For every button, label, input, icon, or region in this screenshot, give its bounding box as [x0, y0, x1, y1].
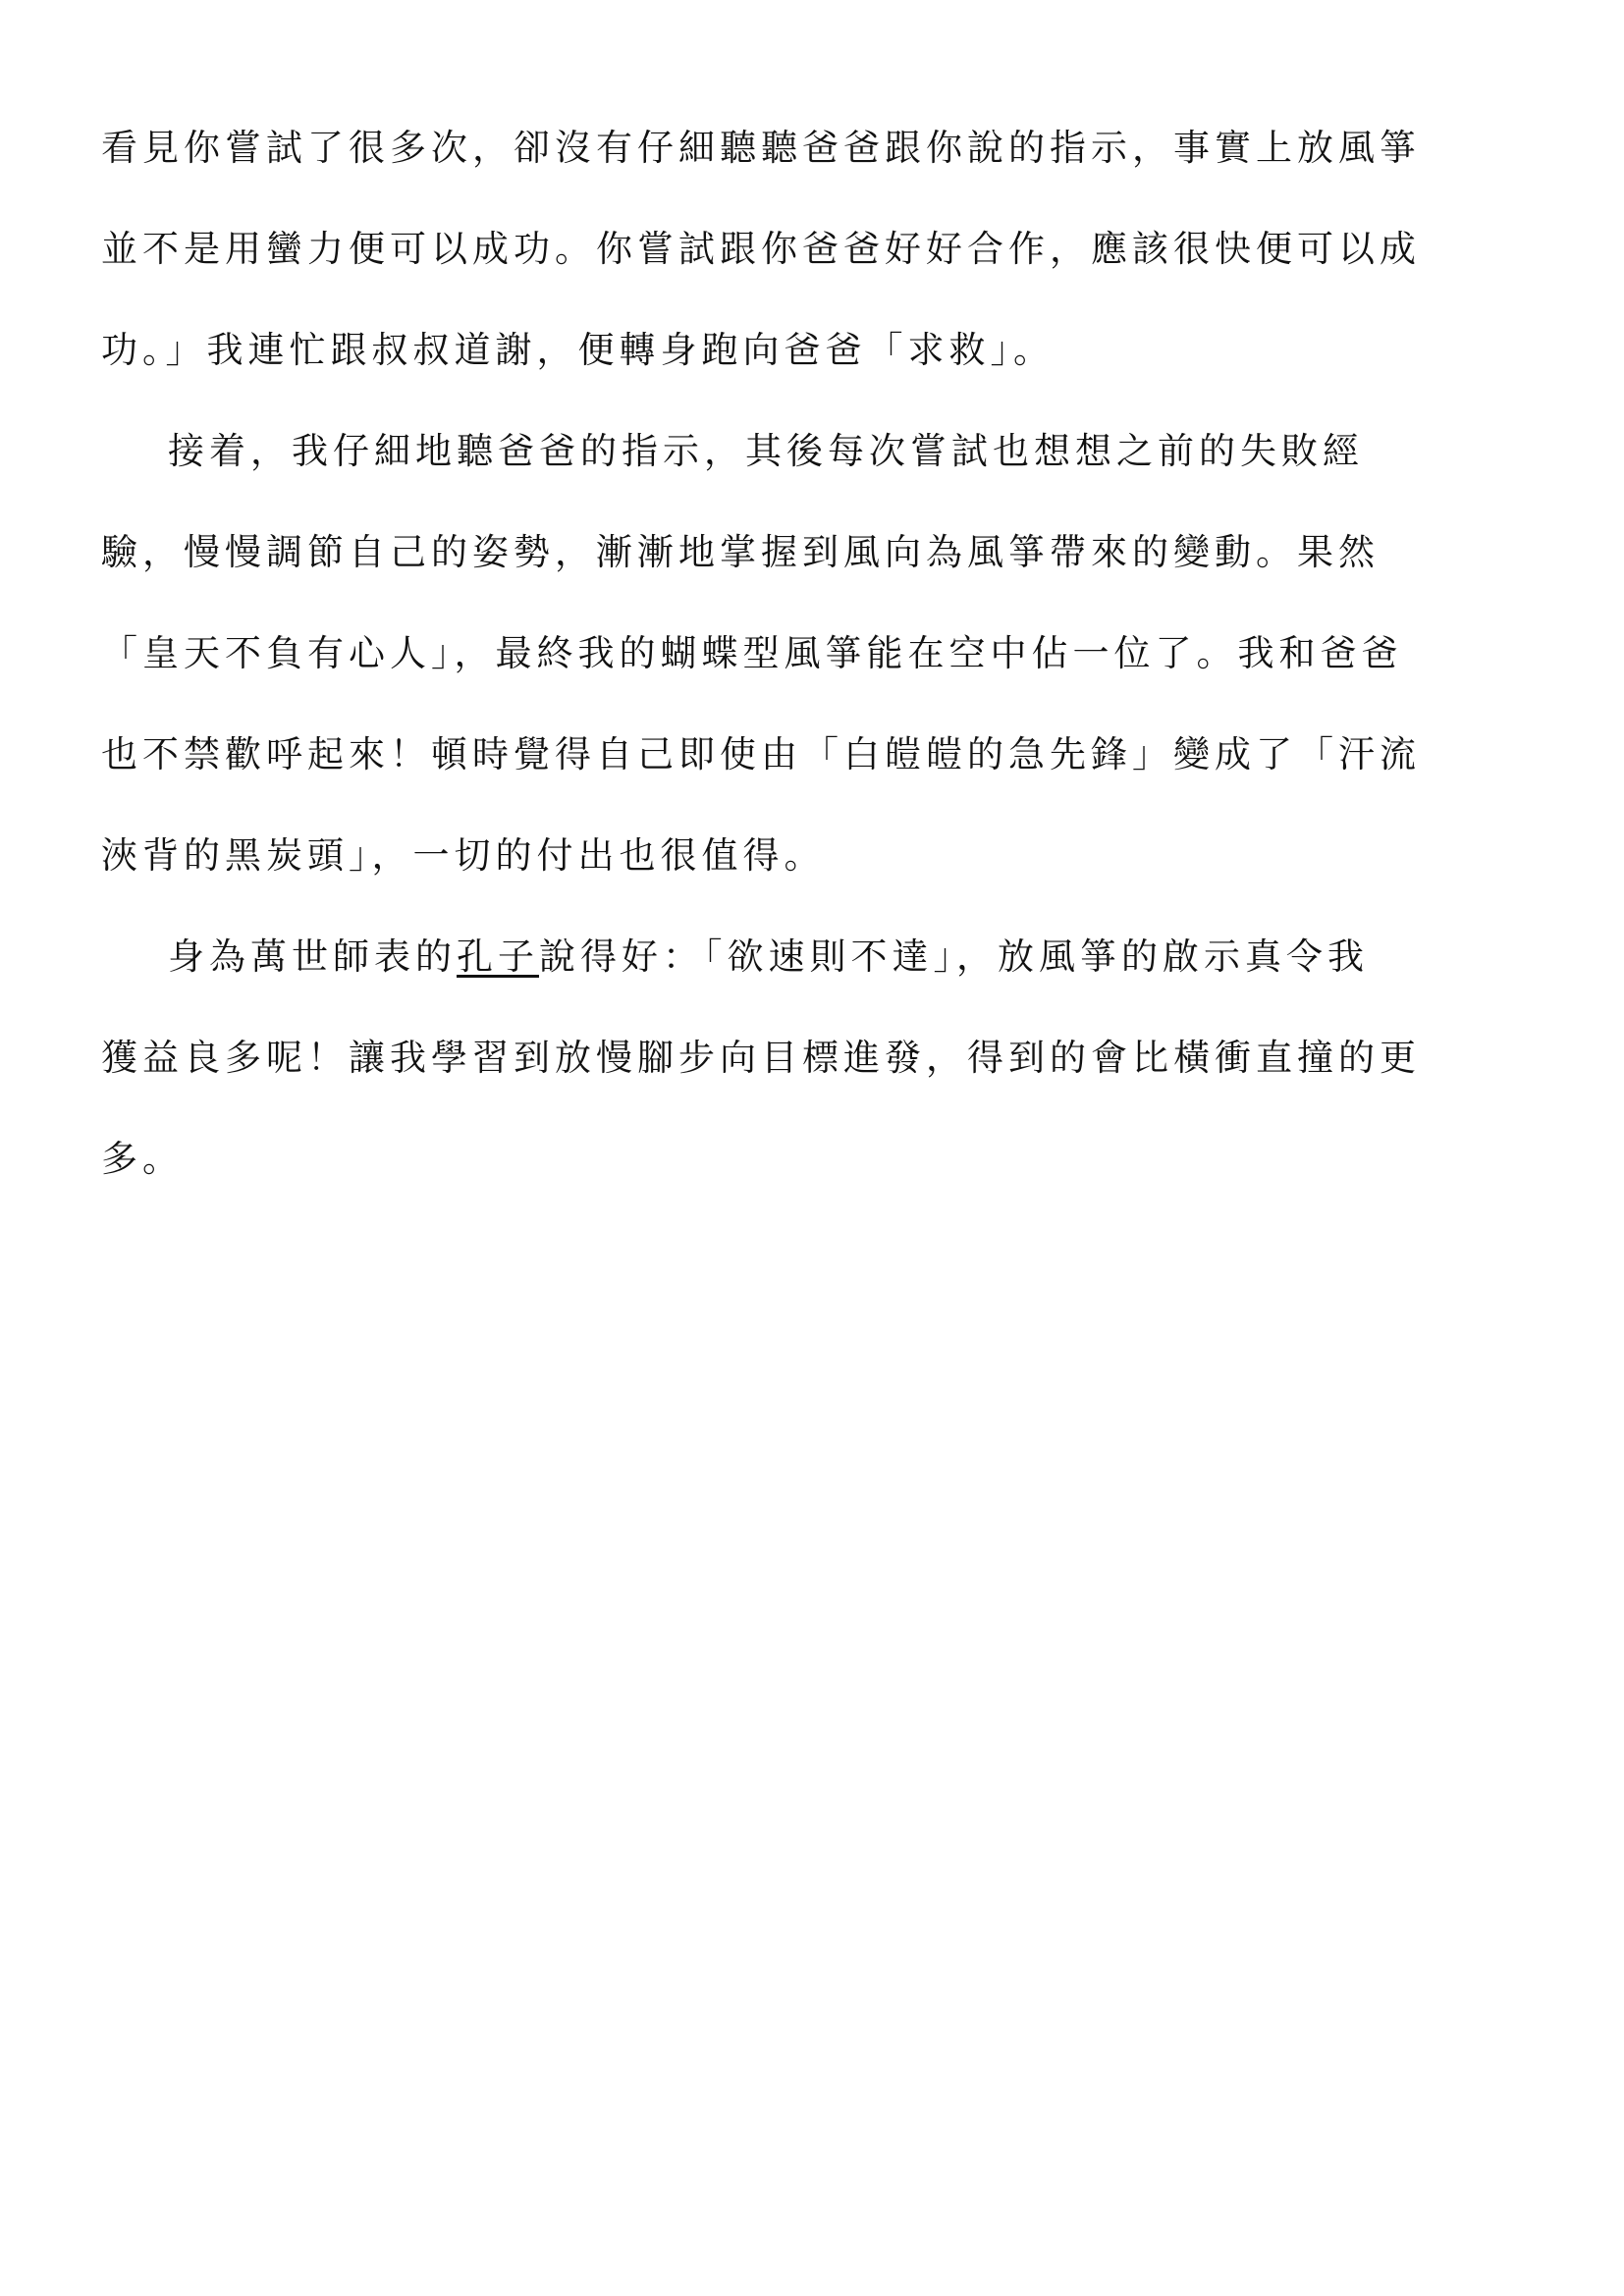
text-line-2: 並不是用蠻力便可以成功。你嘗試跟你爸爸好好合作，應該很快便可以成: [101, 228, 1421, 270]
text-line-11: 多。: [101, 1138, 184, 1180]
text-line-4: 接着，我仔細地聽爸爸的指示，其後每次嘗試也想想之前的失敗經: [168, 430, 1364, 472]
name-underlined: 孔子: [457, 935, 539, 978]
essay-body: [101, 120, 1535, 1232]
text-line-9: [101, 929, 1535, 1030]
text-line-10: 獲益良多呢！讓我學習到放慢腳步向目標進發，得到的會比橫衝直撞的更: [101, 1037, 1421, 1079]
text-line-1: 看見你嘗試了很多次，卻沒有仔細聽聽爸爸跟你說的指示，事實上放風箏: [101, 127, 1421, 169]
line-9-after: 說得好：「欲速則不達」，放風箏的啟示真令我: [539, 935, 1369, 978]
text-line-5: 驗，慢慢調節自己的姿勢，漸漸地掌握到風向為風箏帶來的變動。果然: [101, 531, 1380, 573]
text-line-3: 功。」我連忙跟叔叔道謝，便轉身跑向爸爸「求救」。: [101, 329, 1055, 371]
text-line-7: 也不禁歡呼起來！頓時覺得自己即使由「白皚皚的急先鋒」變成了「汗流: [101, 733, 1421, 775]
text-line-6: 「皇天不負有心人」，最終我的蝴蝶型風箏能在空中佔一位了。我和爸爸: [101, 632, 1403, 674]
line-9-before: 身為萬世師表的: [168, 935, 457, 978]
text-line-8: 浹背的黑炭頭」，一切的付出也很值得。: [101, 834, 826, 877]
